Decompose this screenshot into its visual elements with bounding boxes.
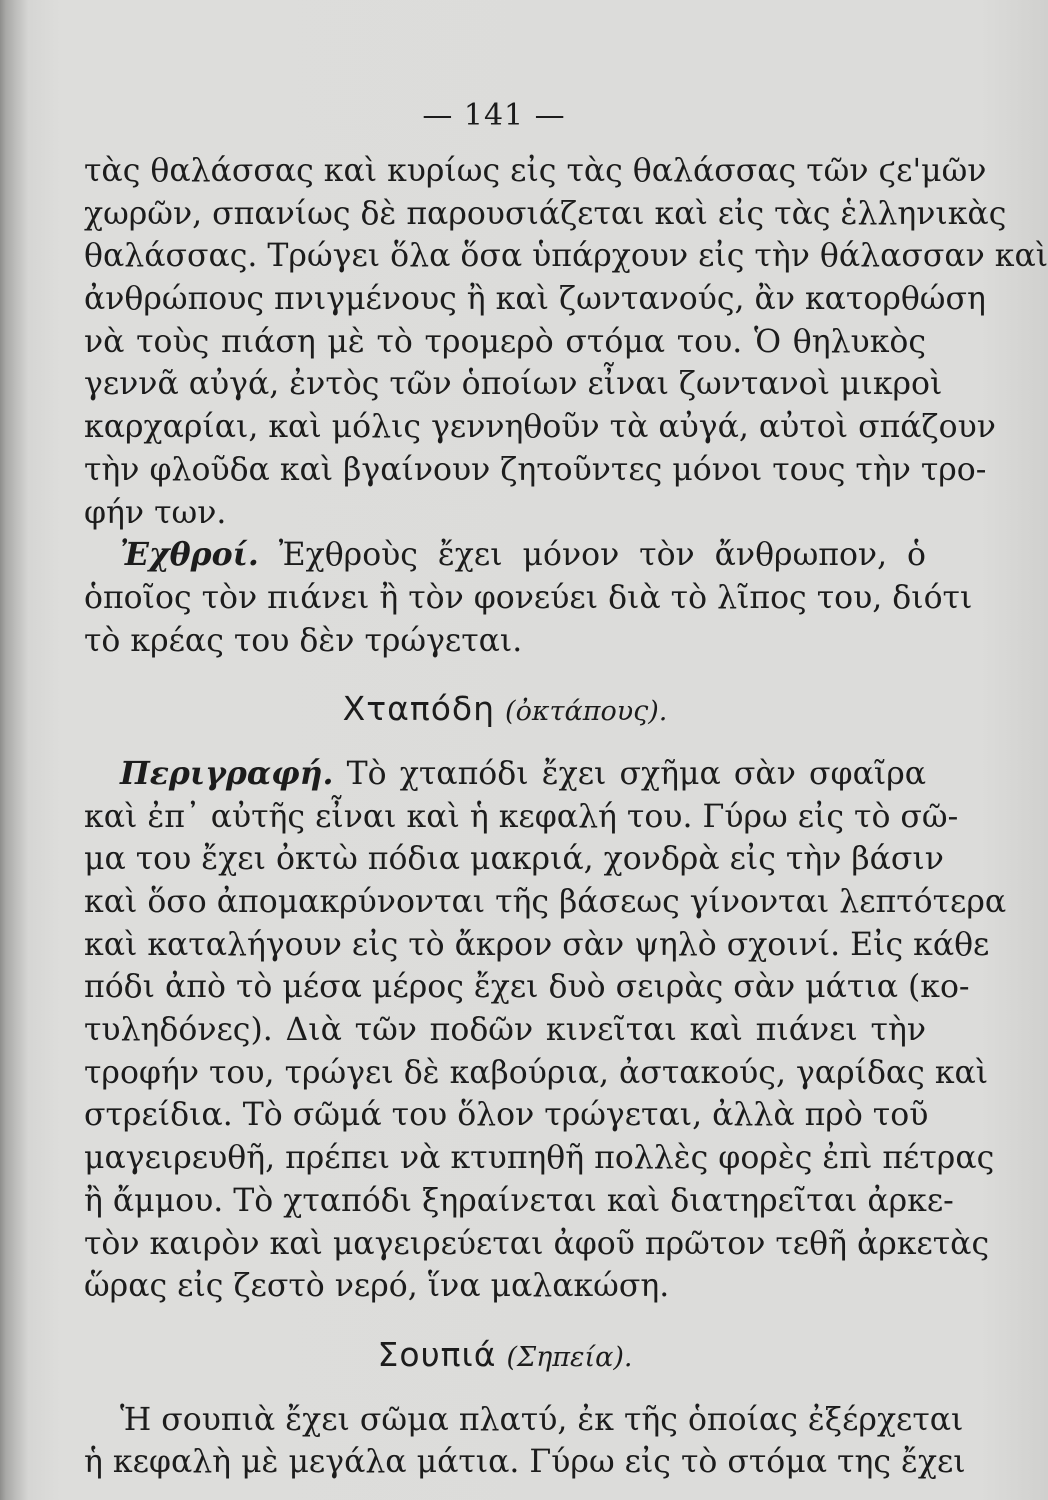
cuttlefish-paragraph [84, 1399, 966, 1484]
enemies-paragraph [84, 534, 973, 662]
enemies-label: Ἐχθροί. [120, 536, 259, 574]
text-line: χωρῶν, σπανίως δὲ παρουσιάζεται καὶ εἰς τὰς ἑλληνικὰς [84, 195, 1007, 232]
description-text: Τὸ χταπόδι ἔχει σχῆμα σὰν σφαῖρα [346, 755, 926, 792]
text-line: καὶ ὅσο ἀπομακρύνονται τῆς βάσεως γίνονται λεπτότερα [84, 884, 1007, 920]
text-line: καὶ ἐπ᾽ αὐτῆς εἶναι καὶ ἡ κεφαλή του. Γύρω εἰς τὸ σῶ- [84, 798, 959, 835]
text-line: τὸ κρέας του δὲν τρώγεται. [84, 622, 523, 659]
page-gutter-shadow [0, 0, 28, 1500]
text-line: ἀνθρώπους πνιγμένους ἢ καὶ ζωντανούς, ἂν κατορθώση [84, 281, 986, 318]
section-subtitle: (Σηπεία). [506, 1341, 633, 1373]
intro-paragraph [84, 150, 1048, 534]
text-line: ἢ ἄμμου. Τὸ χταπόδι ξηραίνεται καὶ διατηρεῖται ἀρκε- [84, 1182, 954, 1219]
enemies-text: Ἐχθροὺς ἔχει μόνον τὸν ἄνθρωπον, ὁ [278, 537, 926, 574]
text-line: μαγειρευθῆ, πρέπει νὰ κτυπηθῆ πολλὲς φορὲς ἐπὶ πέτρας [84, 1140, 995, 1177]
text-line: τὴν φλοῦδα καὶ βγαίνουν ζητοῦντες μόνοι τους τὴν τρο- [84, 451, 987, 488]
text-line: τὰς θαλάσσας καὶ κυρίως εἰς τὰς θαλάσσας τῶν ϛε'μῶν [84, 153, 987, 189]
text-line: καὶ καταλήγουν εἰς τὸ ἄκρον σὰν ψηλὸ σχοινί. Εἰς κάθε [84, 926, 990, 963]
text-line: πόδι ἀπὸ τὸ μέσα μέρος ἔχει δυὸ σειρὰς σὰν μάτια (κο- [84, 969, 970, 1006]
section-heading-cuttlefish [84, 1334, 926, 1377]
text-line: καρχαρίαι, καὶ μόλις γεννηθοῦν τὰ αὐγά, αὐτοὶ σπάζουν [84, 409, 996, 446]
page-number: — 141 — [422, 98, 566, 133]
text-line: Ἡ σουπιὰ ἔχει σῶμα πλατύ, ἐκ τῆς ὁποίας ἐξέρχεται [120, 1401, 964, 1438]
octopus-paragraph [84, 753, 1007, 1308]
text-line: ἡ κεφαλὴ μὲ μεγάλα μάτια. Γύρω εἰς τὸ στόμα της ἔχει [84, 1444, 966, 1481]
text-line: τὸν καιρὸν καὶ μαγειρεύεται ἀφοῦ πρῶτον τεθῆ ἀρκετὰς [84, 1225, 990, 1262]
section-heading-octopus [84, 688, 926, 731]
text-line: γεννᾶ αὐγά, ἐντὸς τῶν ὁποίων εἶναι ζωντανοὶ μικροὶ [84, 366, 943, 403]
text-line: μα του ἔχει ὀκτὼ πόδια μακριά, χονδρὰ εἰς τὴν βάσιν [84, 841, 944, 878]
description-label: Περιγραφή. [120, 754, 334, 792]
text-line: φήν των. [84, 494, 227, 531]
text-line: ὁποῖος τὸν πιάνει ἢ τὸν φονεύει διὰ τὸ λῖπος του, διότι [84, 579, 973, 616]
text-line: νὰ τοὺς πιάση μὲ τὸ τρομερὸ στόμα του. Ὁ θηλυκὸς [84, 323, 926, 360]
text-line: ὥρας εἰς ζεστὸ νερό, ἵνα μαλακώση. [84, 1268, 670, 1305]
text-line: θαλάσσας. Τρώγει ὅλα ὅσα ὑπάρχουν εἰς τὴν θάλασσαν καὶ [84, 238, 1048, 275]
text-line [84, 753, 926, 796]
section-title: Σουπιά [377, 1334, 497, 1374]
text-line: τυληδόνες). Διὰ τῶν ποδῶν κινεῖται καὶ πιάνει τὴν [84, 1012, 926, 1049]
text-line: τροφήν του, τρώγει δὲ καβούρια, ἀστακούς, γαρίδας καὶ [84, 1054, 989, 1091]
section-subtitle: (ὀκτάπους). [505, 696, 668, 728]
text-line [84, 534, 926, 577]
text-line: στρείδια. Τὸ σῶμά του ὅλον τρώγεται, ἀλλὰ πρὸ τοῦ [84, 1097, 929, 1134]
section-title: Χταπόδη [342, 689, 496, 729]
page-text [84, 150, 1048, 1484]
